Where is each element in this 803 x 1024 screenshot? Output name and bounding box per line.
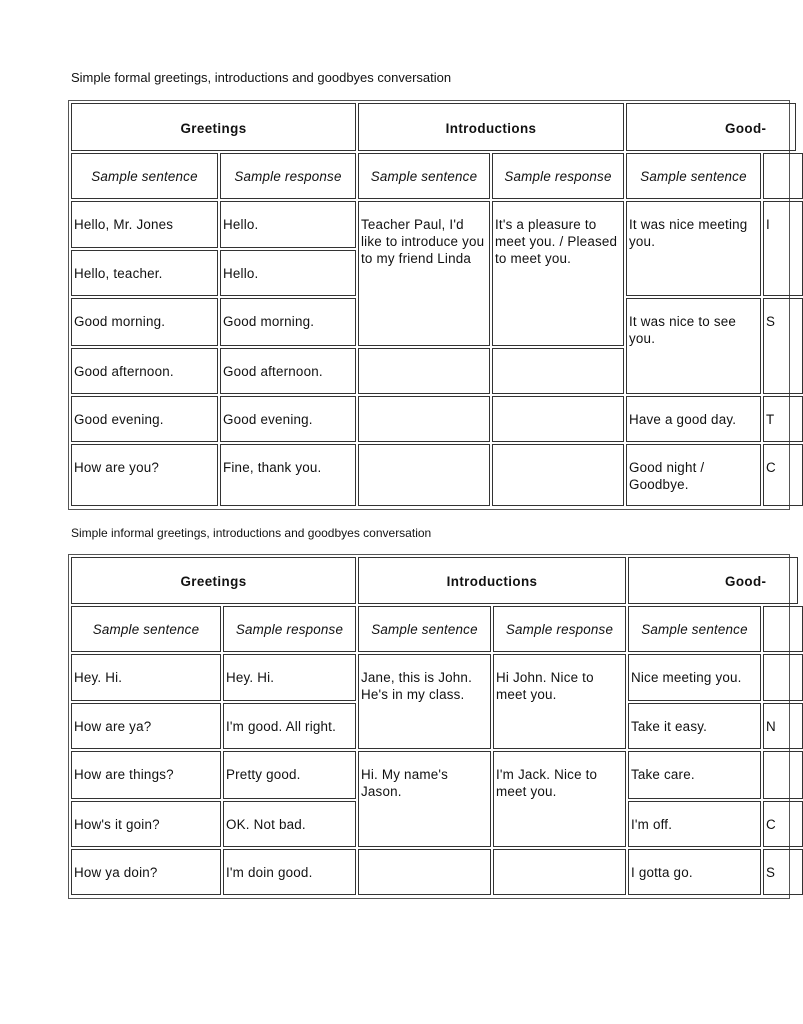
informal-intro-empty [358,849,491,895]
informal-header-introductions: Introductions [358,557,626,604]
informal-intro-sentence: Hi. My name's Jason. [358,751,491,847]
informal-subheader-greet-sentence: Sample sentence [71,606,221,652]
informal-subheader-greet-response: Sample response [223,606,356,652]
informal-header-goodbyes: Good- [628,557,798,604]
informal-greet-sentence: How are ya? [71,703,221,749]
formal-bye-sentence: Have a good day. [626,396,761,442]
informal-greet-sentence: Hey. Hi. [71,654,221,701]
informal-subheader-bye-response [763,606,803,652]
informal-bye-response: C [763,801,803,847]
informal-greet-response: I'm doin good. [223,849,356,895]
informal-table [68,554,790,899]
formal-table-caption: Simple formal greetings, introductions and goodbyes conversation [71,70,452,85]
informal-bye-sentence: I'm off. [628,801,761,847]
formal-greet-sentence: Hello, teacher. [71,250,218,296]
formal-bye-sentence: Good night / Goodbye. [626,444,761,506]
formal-bye-response: C [763,444,803,506]
formal-bye-sentence: It was nice to see you. [626,298,761,394]
informal-intro-sentence: Jane, this is John. He's in my class. [358,654,491,749]
informal-intro-response: Hi John. Nice to meet you. [493,654,626,749]
informal-bye-sentence: Take care. [628,751,761,799]
formal-intro-empty [358,348,490,394]
formal-subheader-bye-sentence: Sample sentence [626,153,761,199]
formal-greet-sentence: Good evening. [71,396,218,442]
formal-intro-response: It's a pleasure to meet you. / Pleased to meet you. [492,201,624,346]
formal-bye-response: I [763,201,803,296]
formal-header-greetings: Greetings [71,103,356,151]
informal-intro-response: I'm Jack. Nice to meet you. [493,751,626,847]
informal-bye-response: N [763,703,803,749]
formal-intro-sentence: Teacher Paul, I'd like to introduce you to my friend Linda [358,201,490,346]
formal-subheader-intro-response: Sample response [492,153,624,199]
informal-subheader-intro-response: Sample response [493,606,626,652]
formal-intro-empty [492,348,624,394]
formal-greet-response: Fine, thank you. [220,444,356,506]
formal-intro-empty [358,396,490,442]
informal-greet-response: I'm good. All right. [223,703,356,749]
informal-bye-response: S [763,849,803,895]
formal-intro-empty [492,396,624,442]
formal-greet-sentence: Hello, Mr. Jones [71,201,218,248]
formal-greet-sentence: How are you? [71,444,218,506]
informal-table-caption: Simple informal greetings, introductions and goodbyes conversation [71,526,432,540]
formal-greet-response: Good evening. [220,396,356,442]
informal-header-greetings: Greetings [71,557,356,604]
informal-bye-sentence: I gotta go. [628,849,761,895]
formal-intro-empty [492,444,624,506]
formal-table [68,100,790,510]
formal-bye-sentence: It was nice meeting you. [626,201,761,296]
informal-bye-sentence: Take it easy. [628,703,761,749]
informal-subheader-intro-sentence: Sample sentence [358,606,491,652]
informal-greet-response: OK. Not bad. [223,801,356,847]
informal-greet-response: Pretty good. [223,751,356,799]
formal-subheader-bye-response [763,153,803,199]
formal-greet-response: Hello. [220,201,356,248]
informal-subheader-bye-sentence: Sample sentence [628,606,761,652]
informal-intro-empty [493,849,626,895]
formal-greet-response: Hello. [220,250,356,296]
formal-greet-response: Good afternoon. [220,348,356,394]
formal-header-introductions: Introductions [358,103,624,151]
informal-greet-sentence: How are things? [71,751,221,799]
formal-subheader-intro-sentence: Sample sentence [358,153,490,199]
formal-bye-response: T [763,396,803,442]
formal-greet-sentence: Good afternoon. [71,348,218,394]
formal-greet-response: Good morning. [220,298,356,346]
informal-greet-sentence: How's it goin? [71,801,221,847]
formal-greet-sentence: Good morning. [71,298,218,346]
informal-bye-response [763,751,803,799]
informal-greet-response: Hey. Hi. [223,654,356,701]
informal-bye-sentence: Nice meeting you. [628,654,761,701]
informal-greet-sentence: How ya doin? [71,849,221,895]
informal-bye-response [763,654,803,701]
formal-bye-response: S [763,298,803,394]
formal-header-goodbyes: Good- [626,103,796,151]
formal-subheader-greet-response: Sample response [220,153,356,199]
formal-subheader-greet-sentence: Sample sentence [71,153,218,199]
formal-intro-empty [358,444,490,506]
